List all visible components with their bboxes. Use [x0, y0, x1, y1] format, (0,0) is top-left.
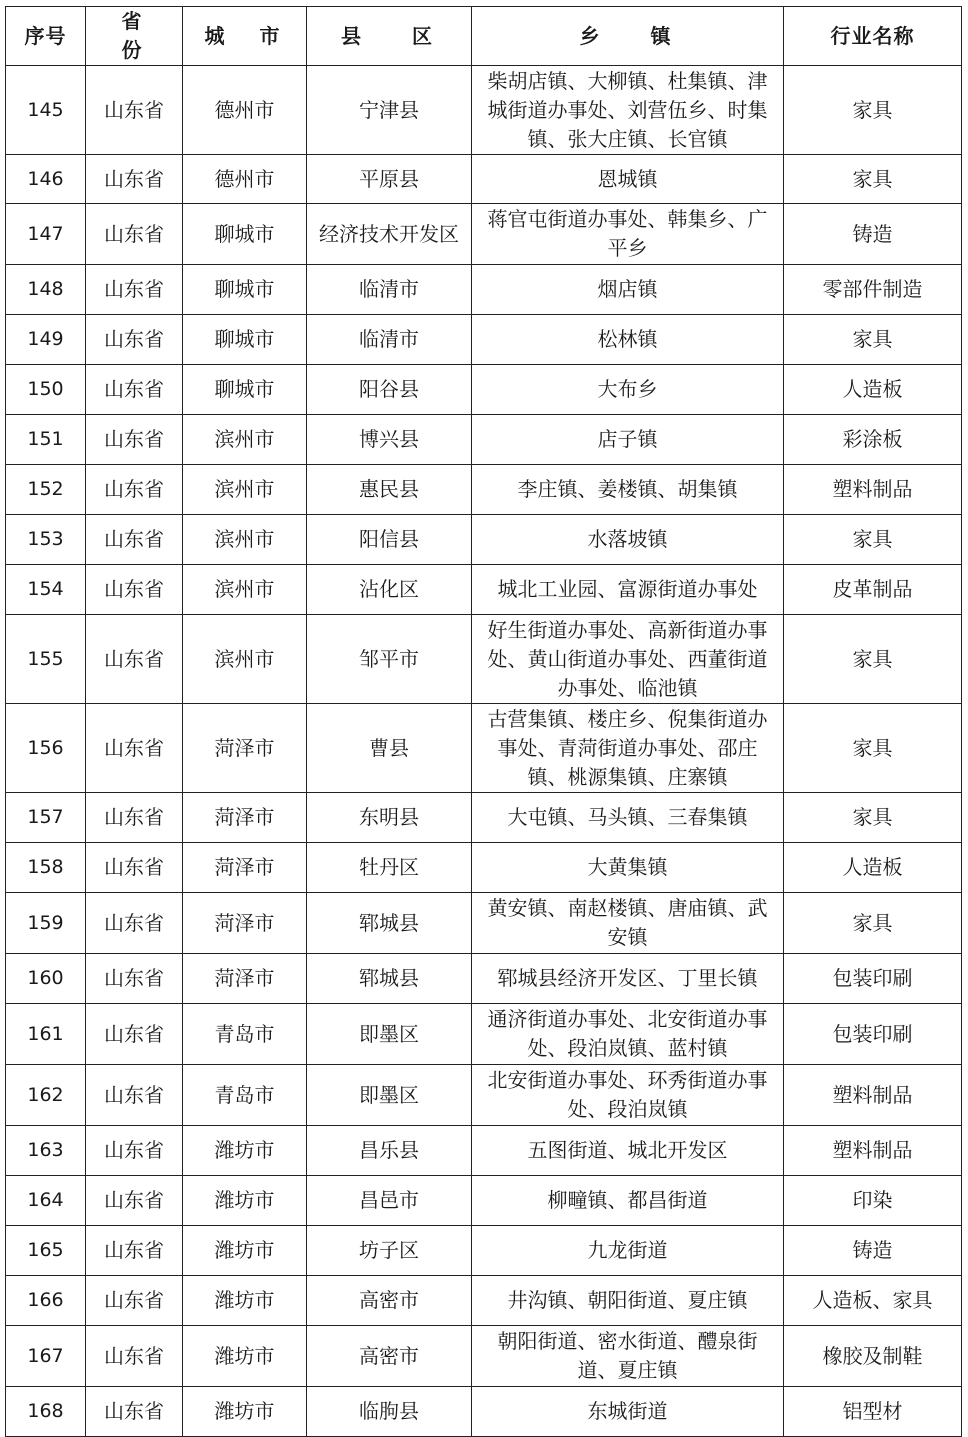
cell-seq: 154 [6, 565, 86, 615]
table-row [6, 365, 962, 415]
cell-towns: 通济街道办事处、北安街道办事处、段泊岚镇、蓝村镇 [472, 1004, 784, 1065]
cell-city: 德州市 [183, 66, 307, 155]
cell-province: 山东省 [86, 704, 183, 793]
cell-seq: 150 [6, 365, 86, 415]
table-row [6, 1126, 962, 1176]
cell-towns: 古营集镇、楼庄乡、倪集街道办事处、青菏街道办事处、邵庄镇、桃源集镇、庄寨镇 [472, 704, 784, 793]
cell-city: 滨州市 [183, 415, 307, 465]
cell-seq: 152 [6, 465, 86, 515]
cell-province: 山东省 [86, 465, 183, 515]
cell-city: 潍坊市 [183, 1126, 307, 1176]
cell-industry: 塑料制品 [784, 465, 962, 515]
cell-province: 山东省 [86, 1004, 183, 1065]
table-row [6, 565, 962, 615]
cell-seq: 160 [6, 954, 86, 1004]
cell-industry: 零部件制造 [784, 265, 962, 315]
cell-city: 聊城市 [183, 315, 307, 365]
cell-towns: 店子镇 [472, 415, 784, 465]
cell-city: 菏泽市 [183, 704, 307, 793]
cell-seq: 148 [6, 265, 86, 315]
cell-city: 青岛市 [183, 1004, 307, 1065]
table-row [6, 1065, 962, 1126]
table-row [6, 415, 962, 465]
cell-industry: 家具 [784, 315, 962, 365]
table-row [6, 704, 962, 793]
cell-county: 高密市 [307, 1276, 472, 1326]
cell-province: 山东省 [86, 793, 183, 843]
table-row [6, 893, 962, 954]
cell-province: 山东省 [86, 415, 183, 465]
cell-seq: 161 [6, 1004, 86, 1065]
cell-seq: 166 [6, 1276, 86, 1326]
cell-city: 潍坊市 [183, 1226, 307, 1276]
cell-county: 经济技术开发区 [307, 204, 472, 265]
cell-province: 山东省 [86, 265, 183, 315]
cell-seq: 147 [6, 204, 86, 265]
cell-county: 沾化区 [307, 565, 472, 615]
cell-province: 山东省 [86, 515, 183, 565]
cell-seq: 167 [6, 1326, 86, 1387]
cell-industry: 人造板 [784, 843, 962, 893]
cell-industry: 家具 [784, 66, 962, 155]
cell-city: 潍坊市 [183, 1326, 307, 1387]
cell-city: 潍坊市 [183, 1387, 307, 1437]
cell-city: 滨州市 [183, 565, 307, 615]
header-county: 县 区 [307, 7, 472, 66]
cell-city: 菏泽市 [183, 843, 307, 893]
cell-seq: 149 [6, 315, 86, 365]
cell-county: 博兴县 [307, 415, 472, 465]
cell-province: 山东省 [86, 1226, 183, 1276]
cell-industry: 人造板 [784, 365, 962, 415]
cell-city: 菏泽市 [183, 793, 307, 843]
cell-towns: 好生街道办事处、高新街道办事处、黄山街道办事处、西董街道办事处、临池镇 [472, 615, 784, 704]
table-row [6, 793, 962, 843]
cell-seq: 168 [6, 1387, 86, 1437]
cell-city: 滨州市 [183, 615, 307, 704]
cell-industry: 家具 [784, 793, 962, 843]
cell-county: 阳信县 [307, 515, 472, 565]
table-row [6, 1326, 962, 1387]
cell-seq: 157 [6, 793, 86, 843]
cell-province: 山东省 [86, 1126, 183, 1176]
cell-county: 东明县 [307, 793, 472, 843]
cell-county: 即墨区 [307, 1065, 472, 1126]
table-row [6, 66, 962, 155]
cell-towns: 井沟镇、朝阳街道、夏庄镇 [472, 1276, 784, 1326]
cell-towns: 北安街道办事处、环秀街道办事处、段泊岚镇 [472, 1065, 784, 1126]
table-row [6, 1276, 962, 1326]
table-row [6, 265, 962, 315]
cell-province: 山东省 [86, 66, 183, 155]
cell-towns: 恩城镇 [472, 155, 784, 204]
table-row [6, 315, 962, 365]
cell-county: 阳谷县 [307, 365, 472, 415]
header-province: 省 份 [86, 7, 183, 66]
cell-industry: 家具 [784, 515, 962, 565]
cell-seq: 163 [6, 1126, 86, 1176]
cell-seq: 145 [6, 66, 86, 155]
cell-county: 邹平市 [307, 615, 472, 704]
cell-county: 曹县 [307, 704, 472, 793]
table-row [6, 155, 962, 204]
cell-county: 宁津县 [307, 66, 472, 155]
cell-county: 平原县 [307, 155, 472, 204]
header-industry: 行业名称 [784, 7, 962, 66]
cell-county: 高密市 [307, 1326, 472, 1387]
cell-towns: 城北工业园、富源街道办事处 [472, 565, 784, 615]
cell-province: 山东省 [86, 1065, 183, 1126]
cell-towns: 柳疃镇、都昌街道 [472, 1176, 784, 1226]
cell-province: 山东省 [86, 1326, 183, 1387]
cell-seq: 146 [6, 155, 86, 204]
cell-towns: 黄安镇、南赵楼镇、唐庙镇、武安镇 [472, 893, 784, 954]
table-row [6, 515, 962, 565]
cell-seq: 165 [6, 1226, 86, 1276]
cell-industry: 铸造 [784, 1226, 962, 1276]
cell-towns: 五图街道、城北开发区 [472, 1126, 784, 1176]
cell-industry: 皮革制品 [784, 565, 962, 615]
cell-province: 山东省 [86, 565, 183, 615]
cell-province: 山东省 [86, 1387, 183, 1437]
table-header-row [6, 7, 962, 66]
cell-industry: 包装印刷 [784, 1004, 962, 1065]
cell-county: 临朐县 [307, 1387, 472, 1437]
cell-county: 坊子区 [307, 1226, 472, 1276]
header-towns: 乡 镇 [472, 7, 784, 66]
cell-industry: 橡胶及制鞋 [784, 1326, 962, 1387]
cell-county: 郓城县 [307, 954, 472, 1004]
cell-county: 郓城县 [307, 893, 472, 954]
table-row [6, 1004, 962, 1065]
cell-seq: 156 [6, 704, 86, 793]
header-city: 城 市 [183, 7, 307, 66]
cell-towns: 九龙街道 [472, 1226, 784, 1276]
table-row [6, 1387, 962, 1437]
cell-province: 山东省 [86, 843, 183, 893]
cell-county: 昌邑市 [307, 1176, 472, 1226]
cell-county: 惠民县 [307, 465, 472, 515]
cell-industry: 铸造 [784, 204, 962, 265]
cell-towns: 朝阳街道、密水街道、醴泉街道、夏庄镇 [472, 1326, 784, 1387]
cell-city: 聊城市 [183, 365, 307, 415]
cell-towns: 水落坡镇 [472, 515, 784, 565]
cell-towns: 东城街道 [472, 1387, 784, 1437]
table-row [6, 615, 962, 704]
cell-industry: 包装印刷 [784, 954, 962, 1004]
cell-province: 山东省 [86, 1176, 183, 1226]
cell-towns: 大黄集镇 [472, 843, 784, 893]
cell-industry: 彩涂板 [784, 415, 962, 465]
cell-province: 山东省 [86, 365, 183, 415]
cell-towns: 烟店镇 [472, 265, 784, 315]
cell-county: 临清市 [307, 265, 472, 315]
cell-city: 德州市 [183, 155, 307, 204]
table-row [6, 204, 962, 265]
cell-province: 山东省 [86, 155, 183, 204]
cell-towns: 大布乡 [472, 365, 784, 415]
cell-towns: 大屯镇、马头镇、三春集镇 [472, 793, 784, 843]
table-row [6, 843, 962, 893]
cell-city: 滨州市 [183, 465, 307, 515]
table-row [6, 1226, 962, 1276]
cell-province: 山东省 [86, 954, 183, 1004]
cell-city: 潍坊市 [183, 1276, 307, 1326]
cell-province: 山东省 [86, 1276, 183, 1326]
cell-seq: 162 [6, 1065, 86, 1126]
cell-industry: 家具 [784, 704, 962, 793]
cell-industry: 家具 [784, 155, 962, 204]
cell-city: 菏泽市 [183, 954, 307, 1004]
cell-industry: 人造板、家具 [784, 1276, 962, 1326]
cell-county: 临清市 [307, 315, 472, 365]
cell-city: 菏泽市 [183, 893, 307, 954]
cell-industry: 家具 [784, 893, 962, 954]
cell-industry: 铝型材 [784, 1387, 962, 1437]
cell-city: 聊城市 [183, 265, 307, 315]
cell-seq: 158 [6, 843, 86, 893]
table-row [6, 954, 962, 1004]
header-seq: 序号 [6, 7, 86, 66]
industry-cluster-table [5, 6, 962, 1437]
cell-towns: 郓城县经济开发区、丁里长镇 [472, 954, 784, 1004]
cell-county: 即墨区 [307, 1004, 472, 1065]
cell-city: 青岛市 [183, 1065, 307, 1126]
cell-city: 聊城市 [183, 204, 307, 265]
cell-province: 山东省 [86, 204, 183, 265]
cell-industry: 家具 [784, 615, 962, 704]
cell-seq: 151 [6, 415, 86, 465]
cell-city: 滨州市 [183, 515, 307, 565]
cell-city: 潍坊市 [183, 1176, 307, 1226]
cell-seq: 164 [6, 1176, 86, 1226]
cell-county: 昌乐县 [307, 1126, 472, 1176]
cell-towns: 柴胡店镇、大柳镇、杜集镇、津城街道办事处、刘营伍乡、时集镇、张大庄镇、长官镇 [472, 66, 784, 155]
table-row [6, 465, 962, 515]
cell-province: 山东省 [86, 615, 183, 704]
cell-seq: 159 [6, 893, 86, 954]
cell-towns: 蒋官屯街道办事处、韩集乡、广平乡 [472, 204, 784, 265]
cell-towns: 李庄镇、姜楼镇、胡集镇 [472, 465, 784, 515]
cell-industry: 塑料制品 [784, 1126, 962, 1176]
cell-towns: 松林镇 [472, 315, 784, 365]
cell-industry: 塑料制品 [784, 1065, 962, 1126]
cell-province: 山东省 [86, 893, 183, 954]
table-row [6, 1176, 962, 1226]
document-page [5, 6, 961, 1424]
cell-county: 牡丹区 [307, 843, 472, 893]
cell-seq: 153 [6, 515, 86, 565]
cell-industry: 印染 [784, 1176, 962, 1226]
cell-seq: 155 [6, 615, 86, 704]
cell-province: 山东省 [86, 315, 183, 365]
